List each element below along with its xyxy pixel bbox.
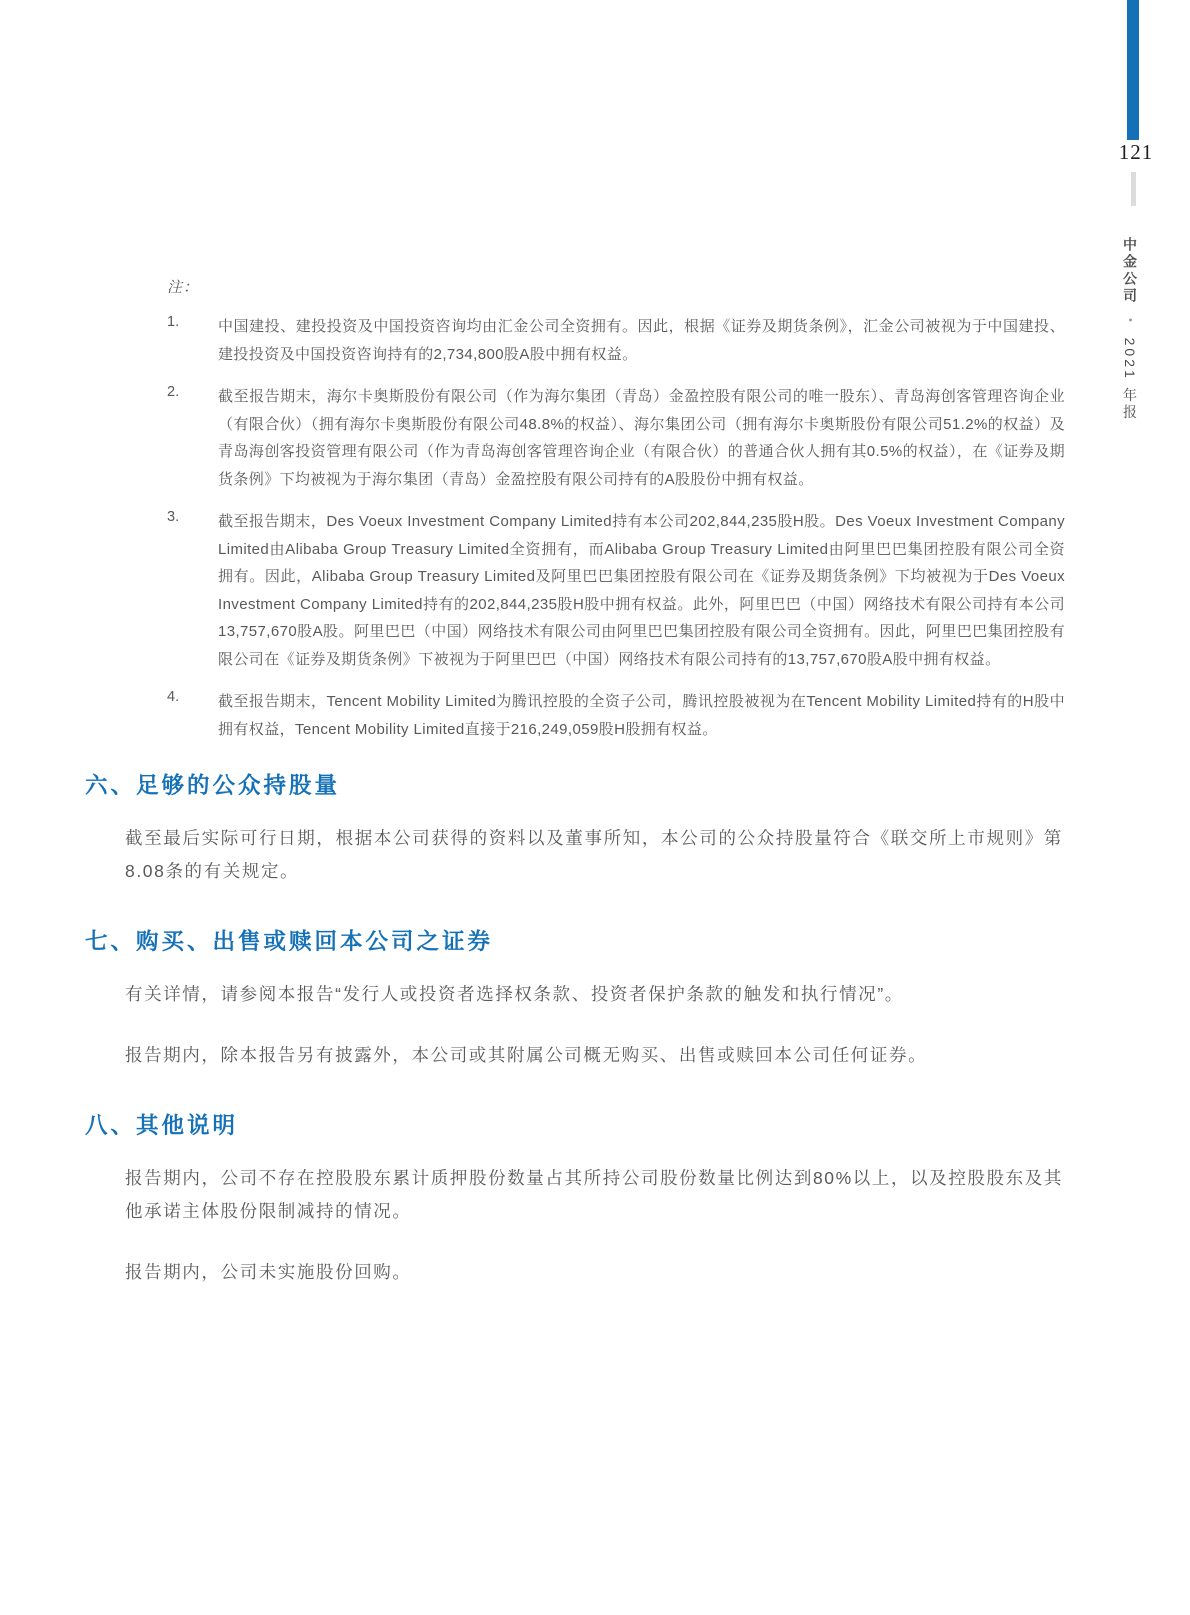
note-item-4 — [167, 688, 1065, 743]
note-number: 2. — [167, 384, 180, 400]
notes-label: 注： — [167, 279, 200, 296]
sidebar-running-title — [1120, 237, 1140, 457]
page-number: 121 — [1118, 140, 1154, 164]
section-paragraph: 截至最后实际可行日期，根据本公司获得的资料以及董事所知，本公司的公众持股量符合《联交所上市规则》第8.08条的有关规定。 — [125, 828, 1063, 881]
sections-block — [85, 768, 1065, 1325]
section-purchase-sale-redemption — [85, 924, 1065, 1072]
section-paragraph: 有关详情，请参阅本报告“发行人或投资者选择权条款、投资者保护条款的触发和执行情况”。 — [125, 984, 904, 1004]
notes-block — [167, 276, 1065, 758]
section-heading: 七、购买、出售或赎回本公司之证券 — [85, 929, 494, 954]
section-heading: 六、足够的公众持股量 — [85, 773, 341, 798]
note-number: 1. — [167, 314, 180, 330]
section-paragraph: 报告期内，除本报告另有披露外，本公司或其附属公司概无购买、出售或赎回本公司任何证券。 — [125, 1045, 928, 1065]
section-heading: 八、其他说明 — [85, 1113, 239, 1138]
section-paragraph: 报告期内，公司不存在控股股东累计质押股份数量占其所持公司股份数量比例达到80%以上，以及控股股东及其他承诺主体股份限制减持的情况。 — [125, 1168, 1063, 1221]
note-text: 截至报告期末，Tencent Mobility Limited为腾讯控股的全资子公司，腾讯控股被视为在Tencent Mobility Limited持有的H股中拥有权益，Tencent Mobility Limited直接于216,249,059股H股拥有权益。 — [218, 693, 1065, 738]
note-text: 截至报告期末，海尔卡奥斯股份有限公司（作为海尔集团（青岛）金盈控股有限公司的唯一股东）、青岛海创客管理咨询企业（有限合伙）（拥有海尔卡奥斯股份有限公司48.8%的权益）、海尔集团公司（拥有海尔卡奥斯股份有限公司51.2%的权益）及青岛海创客投资管理有限公司（作为青岛海创客管理咨询企业（有限合伙）的普通合伙人拥有其0.5%的权益），在《证券及期货条例》下均被视为于海尔集团（青岛）金盈控股有限公司持有的A股股份中拥有权益。 — [218, 388, 1065, 488]
section-public-float — [85, 768, 1065, 888]
note-number: 3. — [167, 509, 180, 525]
note-item-2 — [167, 383, 1065, 493]
running-title-bullet-icon: • — [1124, 317, 1136, 325]
running-title-brand: 中金公司 — [1122, 237, 1138, 305]
section-paragraph: 报告期内，公司未实施股份回购。 — [125, 1262, 412, 1282]
section-other-notes — [85, 1108, 1065, 1289]
note-item-1 — [167, 313, 1065, 368]
note-text: 截至报告期末，Des Voeux Investment Company Limited持有本公司202,844,235股H股。Des Voeux Investment Company Limited由Alibaba Group Treasury Limited全资拥有，而Alibaba Group Treasury Limited由阿里巴巴集团控股有限公司全资拥有。因此，Alibaba Group Treasury Limited及阿里巴巴集团控股有限公司在《证券及期货条例》下均被视为于Des Voeux Investment Company Limited持有的202,844,235股H股中拥有权益。此外，阿里巴巴（中国）网络技术有限公司持有本公司13,757,670股A股。阿里巴巴（中国）网络技术有限公司由阿里巴巴集团控股有限公司全资拥有。因此，阿里巴巴集团控股有限公司在《证券及期货条例》下被视为于阿里巴巴（中国）网络技术有限公司持有的13,757,670股A股中拥有权益。 — [218, 513, 1065, 668]
accent-bar — [1127, 0, 1139, 140]
page-number-divider — [1131, 172, 1136, 206]
running-title-edition: 2021 年报 — [1122, 337, 1138, 422]
note-item-3 — [167, 508, 1065, 673]
note-number: 4. — [167, 689, 180, 705]
note-text: 中国建投、建投投资及中国投资咨询均由汇金公司全资拥有。因此，根据《证券及期货条例》，汇金公司被视为于中国建投、建投投资及中国投资咨询持有的2,734,800股A股中拥有权益。 — [218, 318, 1065, 363]
